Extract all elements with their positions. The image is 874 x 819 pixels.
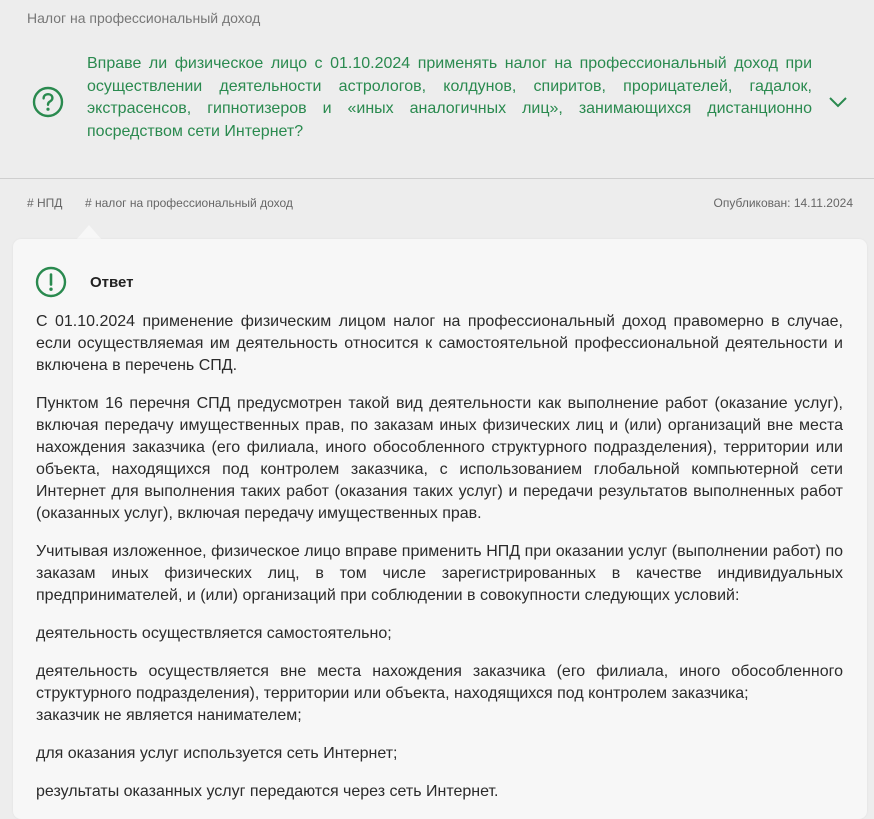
answer-body: [36, 311, 843, 803]
divider: [0, 178, 874, 179]
tag-professional-income-tax[interactable]: # налог на профессиональный доход: [85, 196, 293, 210]
answer-card: [13, 239, 867, 819]
card-pointer: [76, 225, 102, 240]
published-date: Опубликован: 14.11.2024: [713, 196, 853, 210]
condition-5: результаты оказанных услуг передаются через сеть Интернет.: [36, 783, 499, 800]
question-text[interactable]: Вправе ли физическое лицо с 01.10.2024 применять налог на профессиональный доход при осуществлении деятельности астрологов, колдунов, спиритов, прорицателей, гадалок, экстрасенсов, гипнотизеров и «иных аналогичных лиц», занимающихся дистанционно посредством сети Интернет?: [87, 55, 812, 140]
condition-2: деятельность осуществляется вне места нахождения заказчика (его филиала, иного обособленного структурного подразделения), территории или объекта, находящихся под контролем заказчика;: [36, 663, 843, 702]
answer-paragraph-3: Учитывая изложенное, физическое лицо вправе применить НПД при оказании услуг (выполнении работ) по заказам иных физических лиц, в том числе зарегистрированных в качестве индивидуальных предпринимателей, и (или) организаций при соблюдении в совокупности следующих условий:: [36, 543, 843, 604]
tag-npd[interactable]: # НПД: [27, 196, 63, 210]
exclamation-circle-icon: [35, 266, 67, 298]
answer-paragraph-2: Пунктом 16 перечня СПД предусмотрен такой вид деятельности как выполнение работ (оказание услуг), включая передачу имущественных прав, по заказам иных физических лиц и (или) организаций вне места нахождения заказчика (его филиала, иного обособленного структурного подразделения), территории или объекта, находящихся под контролем заказчика, с использованием глобальной компьютерной сети Интернет для выполнения таких работ (оказания таких услуг) и передачи результатов выполненных работ (оказанных услуг), включая передачу имущественных прав.: [36, 395, 843, 522]
breadcrumb[interactable]: Налог на профессиональный доход: [27, 10, 261, 26]
condition-3: заказчик не является нанимателем;: [36, 707, 302, 724]
chevron-down-icon[interactable]: [828, 96, 848, 108]
answer-paragraph-1: С 01.10.2024 применение физическим лицом налог на профессиональный доход правомерно в случае, если осуществляемая им деятельность относится к самостоятельной профессиональной деятельности и включена в перечень СПД.: [36, 313, 843, 374]
question-accordion[interactable]: [0, 44, 874, 178]
answer-title: Ответ: [90, 274, 134, 291]
condition-1: деятельность осуществляется самостоятельно;: [36, 625, 392, 642]
question-circle-icon: [32, 86, 64, 118]
condition-4: для оказания услуг используется сеть Интернет;: [36, 745, 398, 762]
